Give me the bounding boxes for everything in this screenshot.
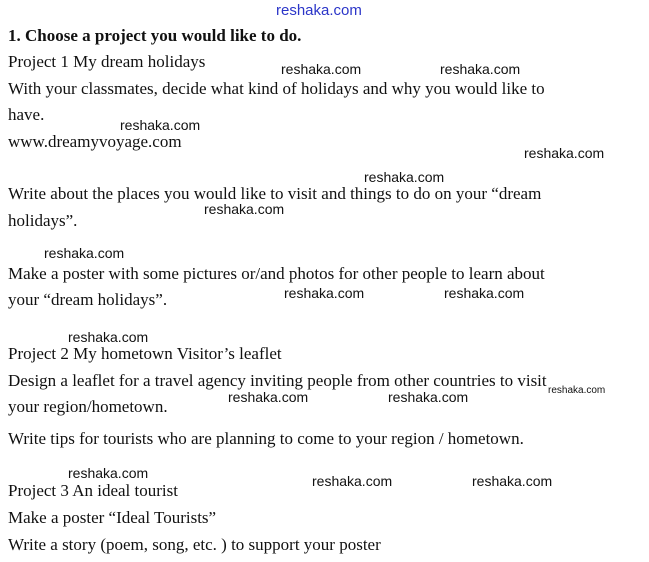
watermark: reshaka.com	[388, 389, 469, 405]
watermark: reshaka.com	[472, 473, 553, 489]
project2-text-line: your region/hometown.	[8, 397, 168, 416]
watermark: reshaka.com	[444, 285, 525, 301]
project3-text-line: Write a story (poem, song, etc. ) to support your poster	[8, 535, 381, 554]
watermark: reshaka.com	[281, 61, 362, 77]
project1-text-line: your “dream holidays”.	[8, 290, 168, 309]
project2-text-line: Design a leaflet for a travel agency inviting people from other countries to visit	[8, 371, 547, 390]
watermark: reshaka.com	[68, 329, 149, 345]
watermark: reshaka.com	[364, 169, 445, 185]
watermark: reshaka.com	[524, 145, 605, 161]
project1-text-line: With your classmates, decide what kind of holidays and why you would like to	[8, 79, 545, 98]
watermark: reshaka.com	[440, 61, 521, 77]
watermark: reshaka.com	[68, 465, 149, 481]
watermark: reshaka.com	[548, 385, 606, 396]
watermark: reshaka.com	[204, 201, 285, 217]
project1-text-line: Write about the places you would like to visit and things to do on your “dream	[8, 184, 542, 203]
project1-text-line: holidays”.	[8, 211, 78, 230]
project1-text-line: have.	[8, 105, 45, 124]
project2-text-line: Write tips for tourists who are planning to come to your region / hometown.	[8, 429, 524, 448]
project3-text-line: Make a poster “Ideal Tourists”	[8, 508, 217, 527]
exercise-heading: 1. Choose a project you would like to do.	[8, 26, 302, 45]
project1-text-line: Make a poster with some pictures or/and photos for other people to learn about	[8, 264, 545, 283]
watermark: reshaka.com	[284, 285, 365, 301]
project3-title: Project 3 An ideal tourist	[8, 481, 178, 500]
project1-title: Project 1 My dream holidays	[8, 52, 206, 71]
project2-title: Project 2 My hometown Visitor’s leaflet	[8, 344, 282, 363]
watermark: reshaka.com	[44, 245, 125, 261]
watermark: reshaka.com	[228, 389, 309, 405]
project1-url: www.dreamyvoyage.com	[8, 132, 182, 151]
watermark: reshaka.com	[120, 117, 201, 133]
watermark-top: reshaka.com	[276, 2, 362, 19]
watermark: reshaka.com	[312, 473, 393, 489]
